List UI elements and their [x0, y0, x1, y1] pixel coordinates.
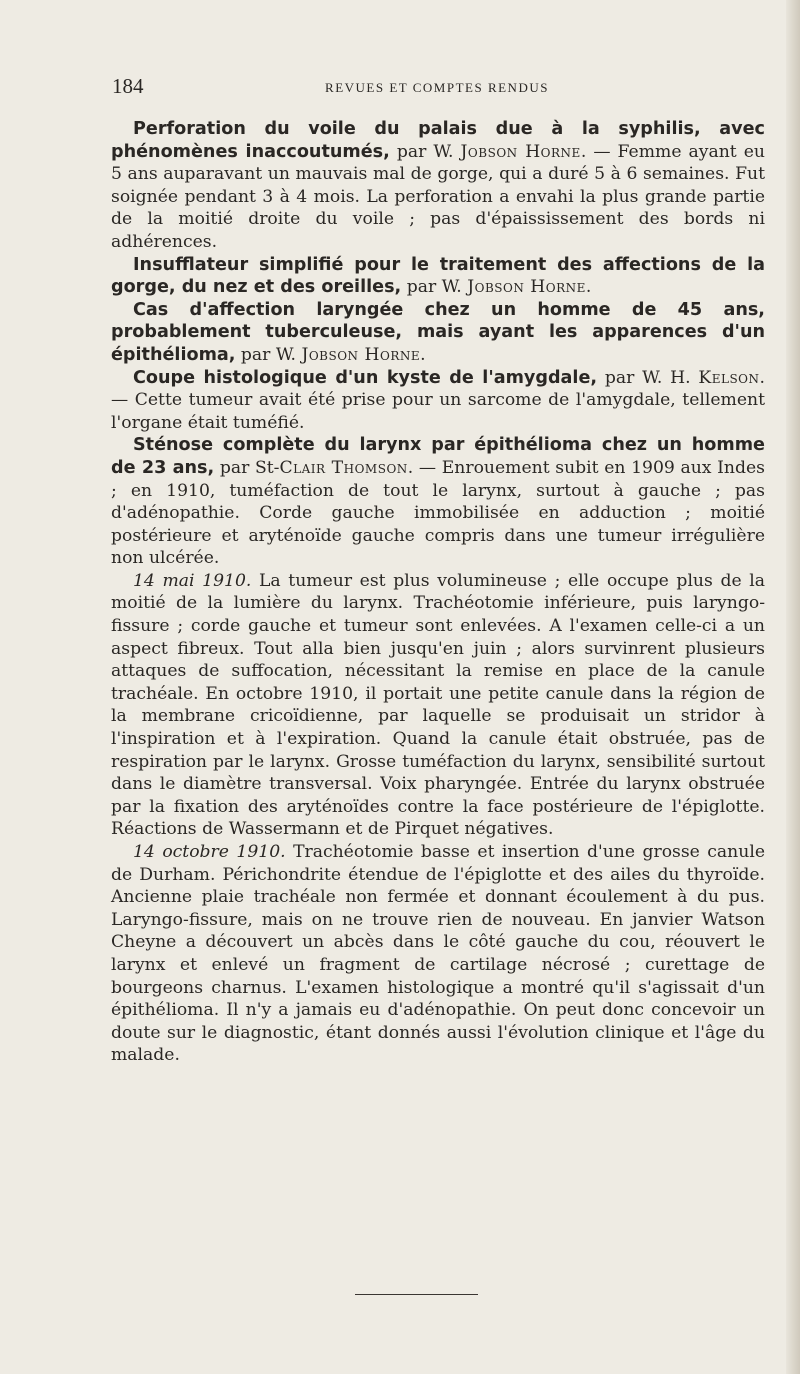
entry-author: Clair Thomson	[279, 457, 408, 478]
entry-title: Insufflateur simplifié pour le traitement des affections de la gorge, du nez et des oreilles,	[111, 254, 765, 298]
entry-title: Coupe histologique d'un kyste de l'amygdale,	[133, 367, 598, 388]
entry-by: par W.	[401, 277, 468, 298]
entry-author: Jobson Horne	[460, 141, 581, 162]
entry-author: Jobson Horne	[467, 277, 586, 298]
case-date: 14 octobre 1910.	[133, 842, 286, 862]
entry-paragraph	[111, 434, 765, 570]
page-edge-shadow	[786, 0, 800, 1374]
entry-text: . — Enrouement subit en 1909 aux Indes ; en 1910, tuméfaction de tout le larynx, surtout à gauche ; pas d'adénopathie. Corde gauche immobilisée en adduction ; moitié postérieure et aryténoïde gauche compris dans une tumeur irrégulière non ulcérée.	[111, 457, 765, 569]
entry-by: par W.	[235, 344, 302, 365]
entry-author: Jobson Horne	[301, 344, 421, 365]
entry-text: .	[420, 344, 426, 365]
page-header	[112, 74, 762, 104]
entry-by: par St-	[214, 457, 280, 478]
body-text	[111, 118, 765, 1067]
running-head: REVUES ET COMPTES RENDUS	[325, 80, 549, 95]
entry-paragraph	[111, 299, 765, 367]
section-divider	[355, 1294, 478, 1295]
case-paragraph	[111, 570, 765, 841]
case-text: Trachéotomie basse et insertion d'une grosse canule de Durham. Périchondrite étendue de l'épiglotte et des ailes du thyroïde. Ancienne plaie trachéale non fermée et donnant écoulement à du pus. Laryngo-fissure, mais on ne trouve rien de nouveau. En janvier Watson Cheyne a découvert un abcès dans le côté gauche du cou, réouvert le larynx et enlevé un fragment de cartilage nécrosé ; curettage de bourgeons charnus. L'examen histologique a montré qu'il s'agissait d'un épithélioma. Il n'y a jamais eu d'adénopathie. On peut donc concevoir un doute sur le diagnostic, étant donnés aussi l'évolution clinique et l'âge du malade.	[111, 842, 765, 1066]
page-number: 184	[112, 74, 144, 98]
entry-text: . — Cette tumeur avait été prise pour un sarcome de l'amygdale, tellement l'organe était tuméfié.	[111, 367, 765, 433]
entry-title: Sténose complète du larynx par épithélioma chez un homme de 23 ans,	[111, 435, 765, 478]
entry-text: . — Femme ayant eu 5 ans auparavant un mauvais mal de gorge, qui a duré 5 à 6 semaines. Fut soignée pendant 3 à 4 mois. La perforation a envahi la plus grande partie de la moitié droite du voile ; pas d'épaississement des bords ni adhérences.	[111, 141, 765, 252]
entry-text: .	[585, 277, 592, 298]
case-paragraph	[111, 841, 765, 1067]
entry-paragraph	[111, 367, 765, 435]
entry-paragraph	[111, 118, 765, 254]
entry-author: Kelson	[698, 367, 760, 388]
entry-title: Cas d'affection laryngée chez un homme de 45 ans, probablement tuberculeuse, mais ayant les apparences d'un épithélioma,	[111, 299, 765, 365]
entry-title: Perforation du voile du palais due à la syphilis, avec phénomènes inaccoutumés,	[111, 119, 765, 162]
entry-by: par W.	[389, 141, 461, 162]
case-text: La tumeur est plus volumineuse ; elle occupe plus de la moitié de la lumière du larynx. Trachéotomie inférieure, puis laryngo-fissure ; corde gauche et tumeur sont enlevées. A l'examen celle-ci a un aspect fibreux. Tout alla bien jusqu'en juin ; alors survinrent plusieurs attaques de suffocation, nécessitant la remise en place de la canule trachéale. En octobre 1910, il portait une petite canule dans la région de la membrane cricoïdienne, par laquelle se produisait un stridor à l'inspiration et à l'expiration. Quand la canule était obstruée, pas de respiration par le larynx. Grosse tuméfaction du larynx, sensibilité surtout dans le diamètre transversal. Voix pharyngée. Entrée du larynx obstruée par la fixation des aryténoïdes contre la face postérieure de l'épiglotte. Réactions de Wassermann et de Pirquet négatives.	[111, 570, 766, 840]
entry-paragraph	[111, 254, 765, 299]
case-date: 14 mai 1910.	[133, 570, 252, 591]
entry-by: par W. H.	[597, 367, 699, 388]
